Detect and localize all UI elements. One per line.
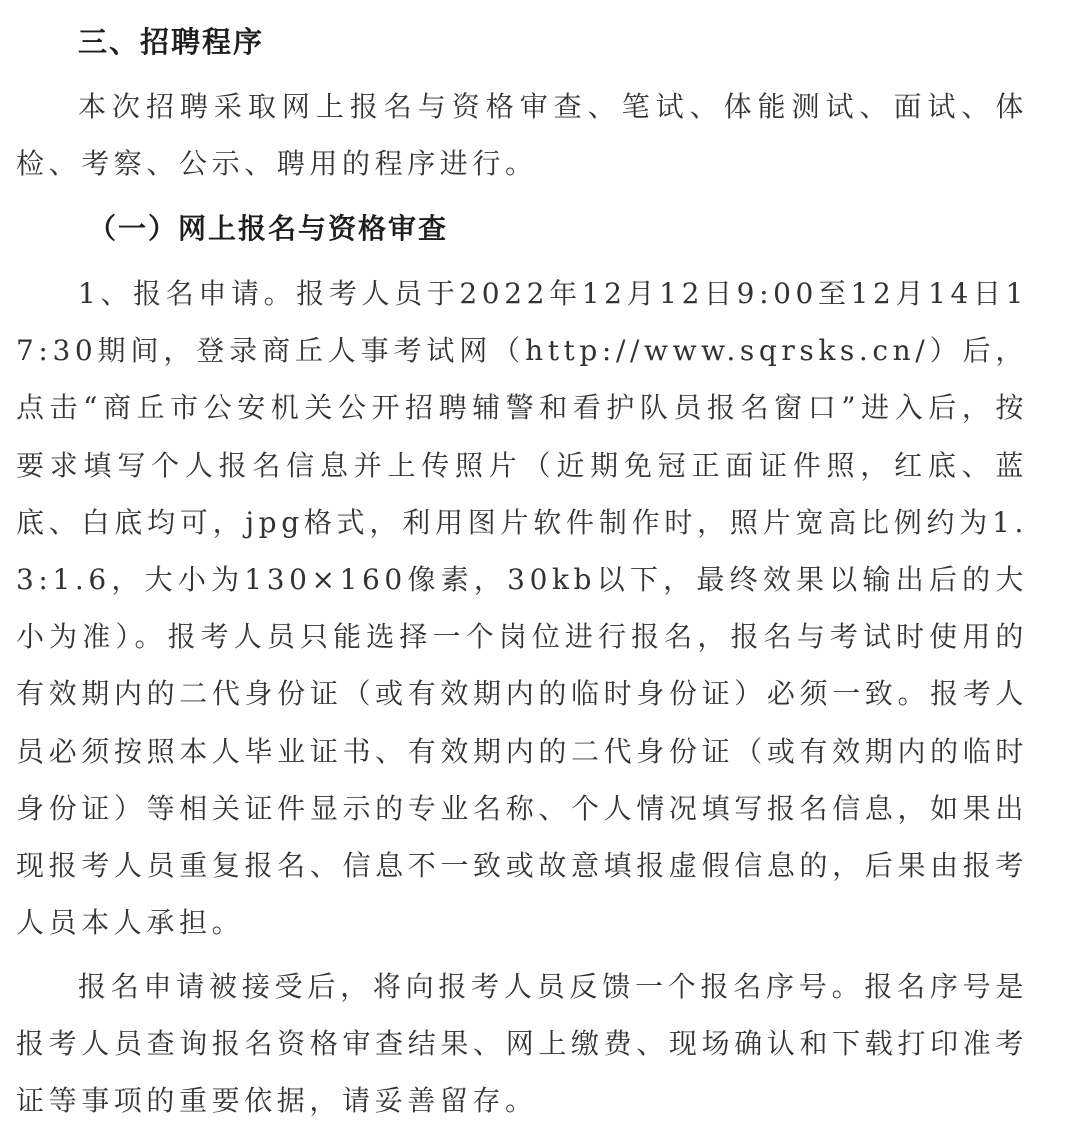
registration-paragraph: 1、报名申请。报考人员于2022年12月12日9:00至12月14日17:30期间，登录商丘人事考试网（http://www.sqrsks.cn/）后，点击“商丘市公安机关公开招聘辅警和看护队员报名窗口”进入后，按要求填写个人报名信息并上传照片（近期免冠正面证件照，红底、蓝底、白底均可，jpg格式，利用图片软件制作时，照片宽高比例约为1.3:1.6，大小为130×160像素，30kb以下，最终效果以输出后的大小为准）。报考人员只能选择一个岗位进行报名，报名与考试时使用的有效期内的二代身份证（或有效期内的临时身份证）必须一致。报考人员必须按照本人毕业证书、有效期内的二代身份证（或有效期内的临时身份证）等相关证件显示的专业名称、个人情况填写报名信息，如果出现报考人员重复报名、信息不一致或故意填报虚假信息的，后果由报考人员本人承担。: [16, 277, 1028, 940]
subsection-heading: （一）网上报名与资格审查: [88, 212, 449, 245]
section-intro-paragraph: 本次招聘采取网上报名与资格审查、笔试、体能测试、面试、体检、考察、公示、聘用的程序进行。: [16, 90, 1028, 180]
section-heading: 三、招聘程序: [78, 25, 265, 59]
registration-number-paragraph: 报名申请被接受后，将向报考人员反馈一个报名序号。报名序号是报考人员查询报名资格审查结果、网上缴费、现场确认和下载打印准考证等事项的重要依据，请妥善留存。: [16, 970, 1028, 1117]
